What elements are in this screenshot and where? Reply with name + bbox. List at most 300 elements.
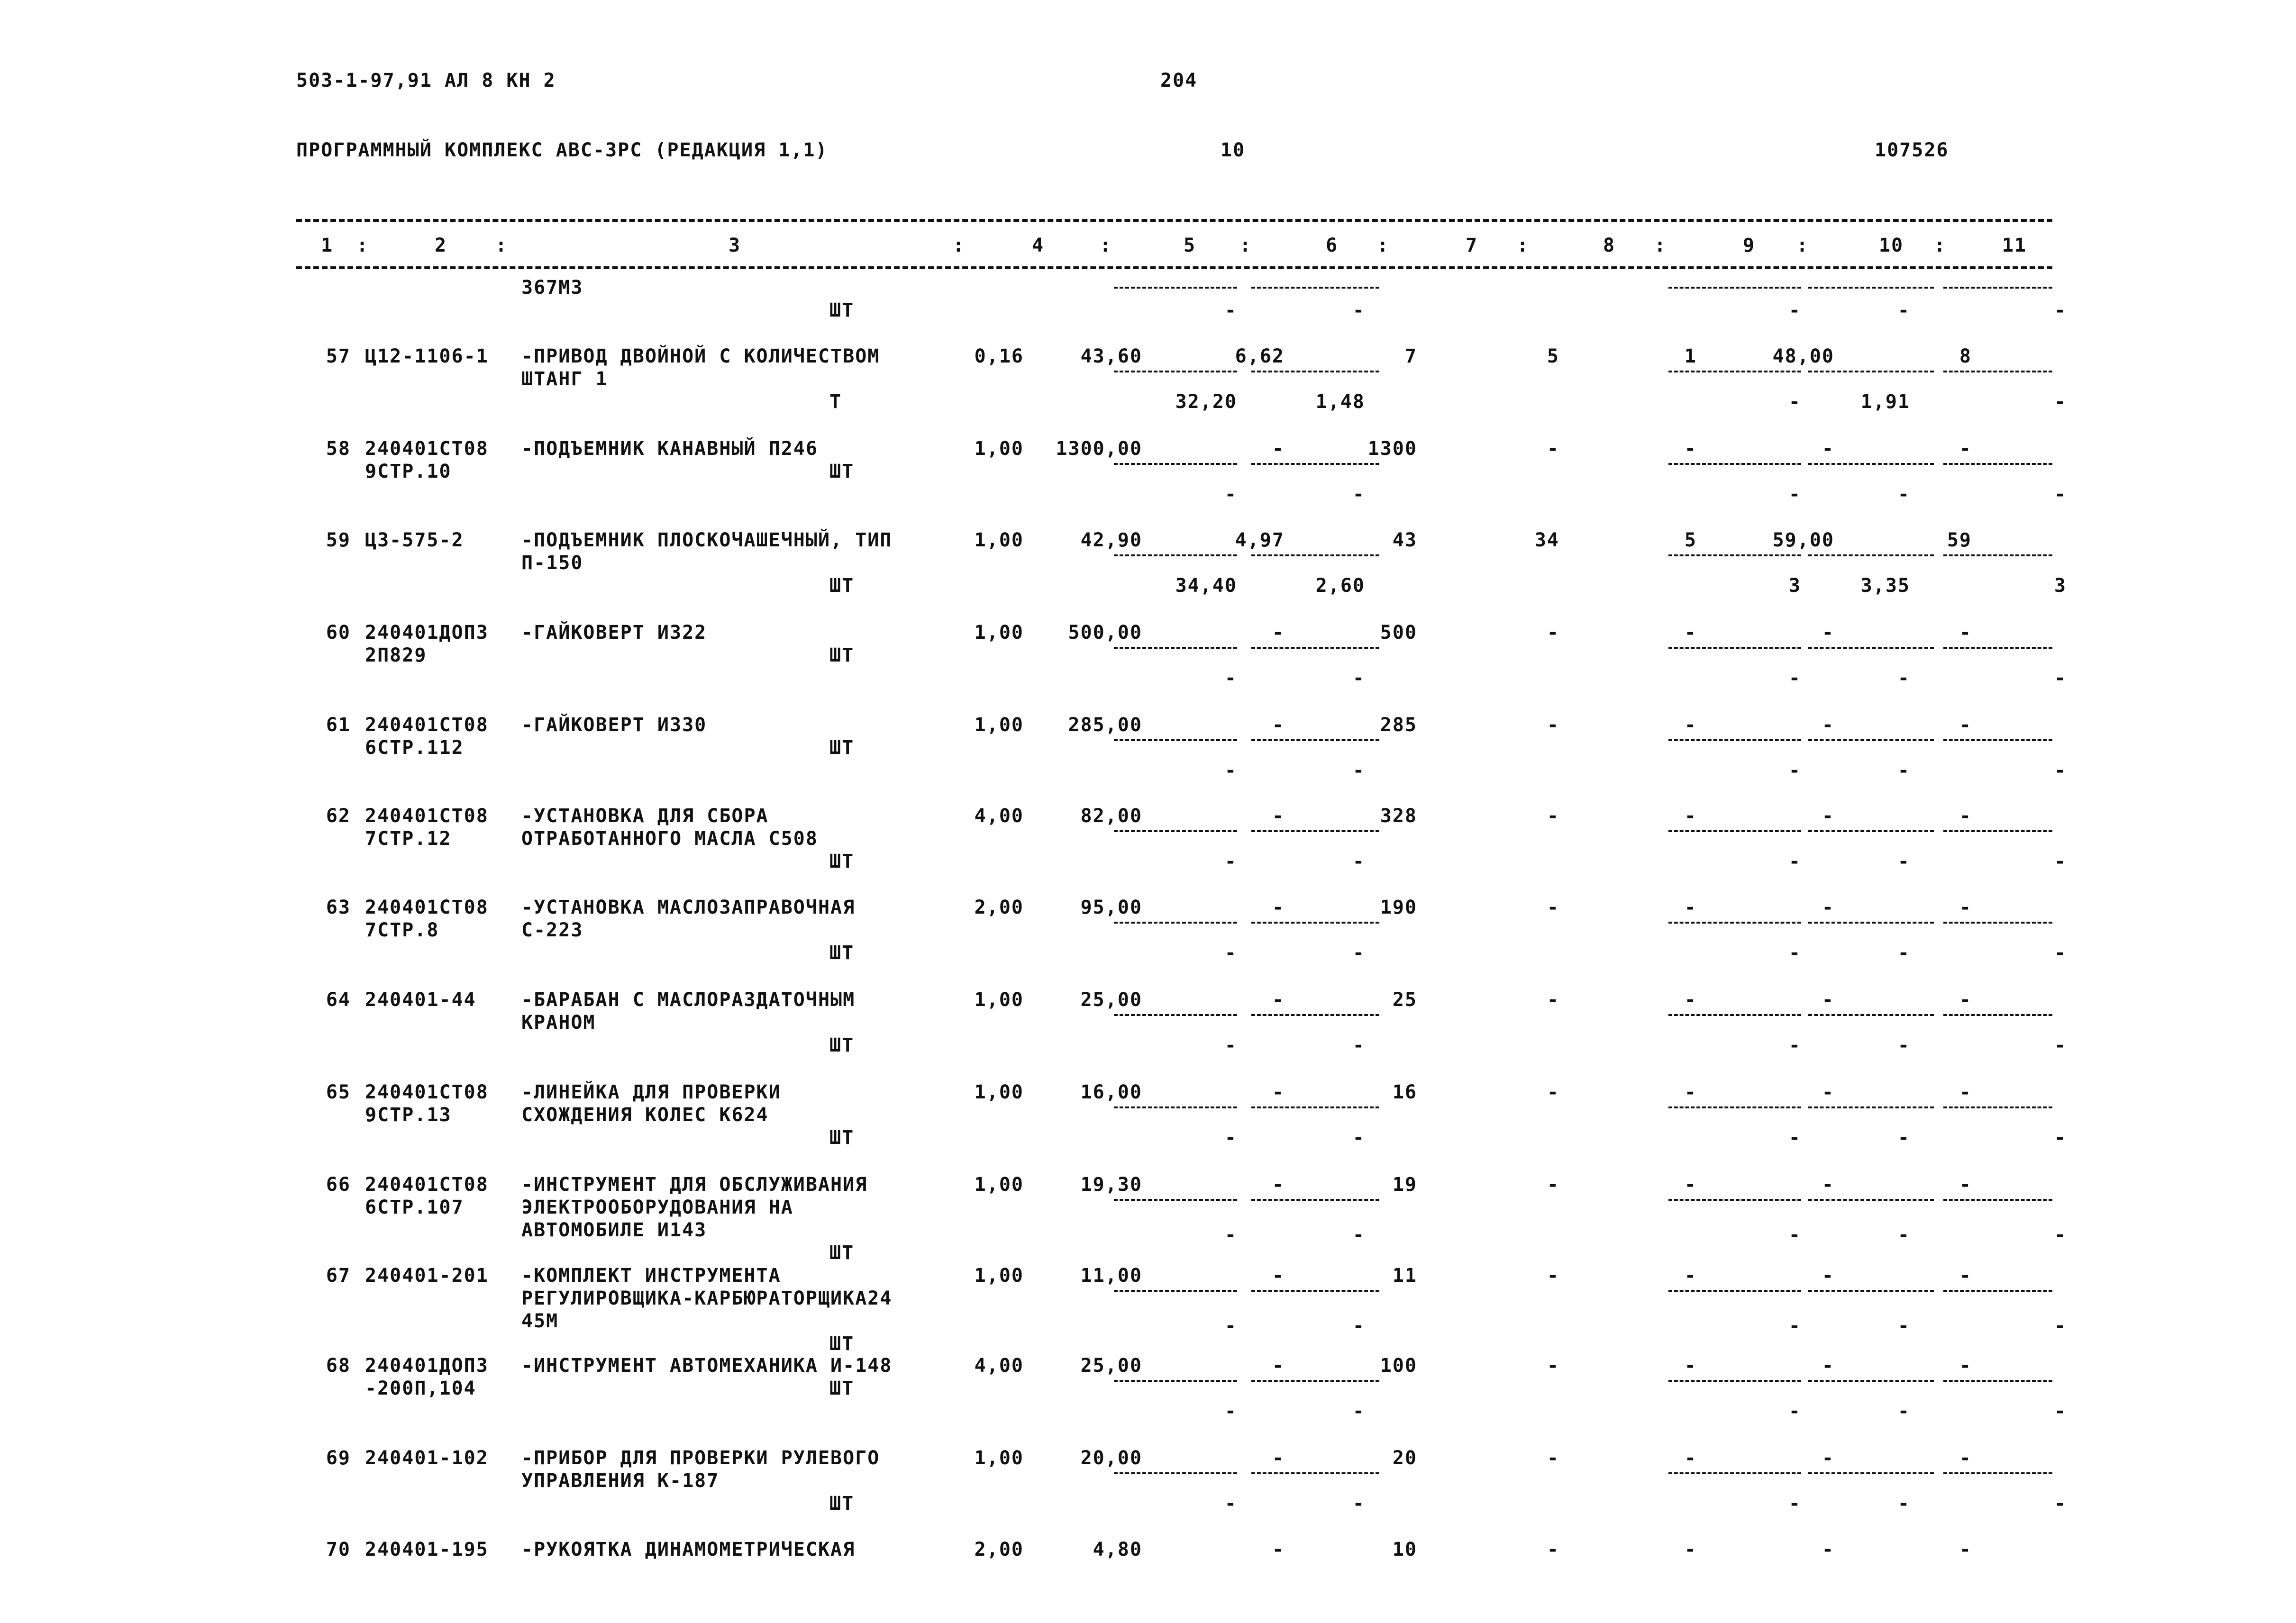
- subvalue-s5: -: [1224, 1493, 1237, 1514]
- subtotal-rule: [1808, 1106, 1934, 1108]
- item-name-line: ШТАНГ 1: [521, 368, 608, 390]
- item-name-line: -РУКОЯТКА ДИНАМОМЕТРИЧЕСКАЯ: [521, 1539, 856, 1560]
- subvalue-s5: 34,40: [1175, 575, 1237, 597]
- column-separator: :: [1654, 235, 1667, 256]
- item-name-line: -ПРИВОД ДВОЙНОЙ С КОЛИЧЕСТВОМ: [521, 345, 880, 367]
- subvalue-s6: -: [1352, 483, 1365, 505]
- position-code: 240401СТ08: [365, 897, 489, 918]
- subtotal-rule: [1114, 371, 1237, 372]
- item-name-line: С-223: [521, 919, 583, 941]
- position-code: 240401СТ08: [365, 1174, 489, 1196]
- value-col-c5: 285,00: [1068, 714, 1142, 736]
- subvalue-s5: -: [1224, 1034, 1237, 1056]
- value-col-c9: -: [1684, 1355, 1697, 1377]
- value-col-qty: 0,16: [974, 345, 1024, 367]
- column-header-8: 8: [1603, 235, 1616, 256]
- subvalue-s10: -: [1897, 1315, 1910, 1337]
- subvalue-s10: -: [1897, 1127, 1910, 1149]
- subvalue-s6: -: [1352, 667, 1365, 689]
- value-col-c10: -: [1822, 1539, 1834, 1560]
- subvalue-s6: -: [1352, 1400, 1365, 1422]
- subvalue-s10: -: [1897, 299, 1910, 321]
- item-name-line: -ГАЙКОВЕРТ И330: [521, 714, 707, 736]
- value-col-c7: 16: [1392, 1081, 1417, 1103]
- value-col-c6: -: [1272, 805, 1285, 827]
- document-id: 107526: [1875, 139, 1949, 161]
- column-separator: :: [1796, 235, 1809, 256]
- value-col-qty: 1,00: [974, 622, 1024, 644]
- value-col-qty: 2,00: [974, 897, 1024, 918]
- value-col-qty: 4,00: [974, 1355, 1024, 1377]
- value-col-c9: 1: [1684, 345, 1697, 367]
- subtotal-rule: [1668, 1014, 1801, 1016]
- subtotal-rule: [1808, 739, 1934, 741]
- position-code: 240401СТ08: [365, 1081, 489, 1103]
- unit-of-measure: ШТ: [829, 644, 855, 666]
- value-col-c9: -: [1684, 1265, 1697, 1287]
- position-code: 240401СТ08: [365, 438, 489, 460]
- subtotal-rule: [1251, 647, 1379, 649]
- value-col-c9: -: [1684, 1081, 1697, 1103]
- subvalue-s11: -: [2054, 1315, 2067, 1337]
- column-header-4: 4: [1031, 235, 1045, 256]
- item-name-line: -ПОДЪЕМНИК ПЛОСКОЧАШЕЧНЫЙ, ТИП: [521, 529, 893, 551]
- value-col-c7: 25: [1392, 989, 1417, 1011]
- value-col-c10: -: [1822, 622, 1834, 644]
- column-header-10: 10: [1878, 235, 1904, 256]
- subtotal-rule: [1114, 739, 1237, 741]
- position-code: 240401-201: [365, 1265, 489, 1287]
- row-number: 62: [326, 805, 351, 827]
- position-code-ref: 7СТР.12: [365, 828, 452, 850]
- subvalue-s10: 1,91: [1860, 391, 1910, 413]
- value-col-c9: -: [1684, 714, 1697, 736]
- value-col-c6: 4,97: [1235, 529, 1285, 551]
- value-col-c9: -: [1684, 622, 1697, 644]
- subvalue-s5: -: [1224, 299, 1237, 321]
- subvalue-s5: -: [1224, 1400, 1237, 1422]
- value-col-c10: -: [1822, 805, 1834, 827]
- subvalue-s11: -: [2054, 483, 2067, 505]
- value-col-c10: -: [1822, 897, 1834, 918]
- value-col-c6: -: [1272, 1355, 1285, 1377]
- item-name-line: -ПРИБОР ДЛЯ ПРОВЕРКИ РУЛЕВОГО: [521, 1447, 880, 1469]
- value-col-c11: -: [1959, 897, 1972, 918]
- value-col-c6: -: [1272, 1081, 1285, 1103]
- value-col-c9: -: [1684, 989, 1697, 1011]
- position-code: 240401-102: [365, 1447, 489, 1469]
- subtotal-rule: [1808, 830, 1934, 832]
- item-name-line: -УСТАНОВКА МАСЛОЗАПРАВОЧНАЯ: [521, 897, 856, 918]
- item-name-line: -ЛИНЕЙКА ДЛЯ ПРОВЕРКИ: [521, 1081, 781, 1103]
- column-separator: :: [1517, 235, 1530, 256]
- value-col-c8: -: [1547, 1539, 1559, 1560]
- subvalue-s9: -: [1788, 760, 1801, 781]
- value-col-c11: -: [1959, 1265, 1972, 1287]
- unit-of-measure: ШТ: [829, 737, 855, 759]
- subtotal-rule: [1668, 1380, 1801, 1382]
- subtotal-rule: [1943, 1290, 2052, 1292]
- subtotal-rule: [1251, 1106, 1379, 1108]
- subvalue-s11: -: [2054, 760, 2067, 781]
- subtotal-rule: [1943, 554, 2052, 556]
- value-col-c7: 11: [1392, 1265, 1417, 1287]
- position-code: 240401СТ08: [365, 714, 489, 736]
- subtotal-rule: [1114, 463, 1237, 465]
- subtotal-rule: [1251, 1290, 1379, 1292]
- item-name-line: -ИНСТРУМЕНТ АВТОМЕХАНИКА И-148: [521, 1355, 893, 1377]
- subvalue-s9: -: [1788, 1034, 1801, 1056]
- subtotal-rule: [1808, 371, 1934, 372]
- column-header-5: 5: [1183, 235, 1196, 256]
- item-name-line: -ГАЙКОВЕРТ И322: [521, 622, 707, 644]
- value-col-qty: 1,00: [974, 529, 1024, 551]
- value-col-c7: 19: [1392, 1174, 1417, 1196]
- item-name-line: СХОЖДЕНИЯ КОЛЕС К624: [521, 1104, 769, 1126]
- value-col-c5: 20,00: [1080, 1447, 1142, 1469]
- value-col-c9: -: [1684, 1539, 1697, 1560]
- subtotal-rule: [1943, 1106, 2052, 1108]
- column-separator: :: [1239, 235, 1252, 256]
- position-code: 240401ДОП3: [365, 1355, 489, 1377]
- subvalue-s5: -: [1224, 1127, 1237, 1149]
- value-col-c8: -: [1547, 1447, 1559, 1469]
- row-number: 69: [326, 1447, 351, 1469]
- value-col-c7: 10: [1392, 1539, 1417, 1560]
- subtotal-rule: [1808, 1472, 1934, 1474]
- value-col-c5: 500,00: [1068, 622, 1142, 644]
- subtotal-rule: [1668, 554, 1801, 556]
- column-separator: :: [495, 235, 508, 256]
- value-col-c8: -: [1547, 805, 1559, 827]
- subtotal-rule: [1114, 1472, 1237, 1474]
- value-col-c8: -: [1547, 714, 1559, 736]
- subtotal-rule: [1251, 554, 1379, 556]
- value-col-qty: 1,00: [974, 714, 1024, 736]
- column-header-6: 6: [1325, 235, 1339, 256]
- value-col-c5: 82,00: [1080, 805, 1142, 827]
- value-col-c5: 95,00: [1080, 897, 1142, 918]
- row-number: 65: [326, 1081, 351, 1103]
- subvalue-s9: -: [1788, 1315, 1801, 1337]
- subtotal-rule: [1114, 287, 1237, 289]
- item-name-line: -УСТАНОВКА ДЛЯ СБОРА: [521, 805, 769, 827]
- subvalue-s10: -: [1897, 942, 1910, 964]
- subvalue-s9: -: [1788, 391, 1801, 413]
- subvalue-s10: -: [1897, 851, 1910, 872]
- row-number: 63: [326, 897, 351, 918]
- subtotal-rule: [1808, 647, 1934, 649]
- position-code-ref: -200П,104: [365, 1378, 476, 1399]
- subtotal-rule: [1808, 1014, 1934, 1016]
- value-col-c11: -: [1959, 1447, 1972, 1469]
- row-number: 58: [326, 438, 351, 460]
- value-col-c8: -: [1547, 1265, 1559, 1287]
- subvalue-s6: -: [1352, 1224, 1365, 1246]
- value-col-c5: 16,00: [1080, 1081, 1142, 1103]
- subtotal-rule: [1114, 554, 1237, 556]
- value-col-c7: 190: [1380, 897, 1417, 918]
- value-col-c8: -: [1547, 1355, 1559, 1377]
- subtotal-rule: [1943, 830, 2052, 832]
- value-col-c9: 5: [1684, 529, 1697, 551]
- subvalue-s6: -: [1352, 942, 1365, 964]
- subvalue-s10: -: [1897, 1493, 1910, 1514]
- value-col-c10: -: [1822, 1355, 1834, 1377]
- value-col-c10: -: [1822, 1265, 1834, 1287]
- value-col-c5: 1300,00: [1056, 438, 1142, 460]
- subtotal-rule: [1668, 1106, 1801, 1108]
- value-col-c10: -: [1822, 714, 1834, 736]
- unit-of-measure: ШТ: [829, 851, 855, 872]
- subvalue-s6: 2,60: [1315, 575, 1365, 597]
- position-code-ref: 2П829: [365, 644, 427, 666]
- document-code: 503-1-97,91 АЛ 8 КН 2: [296, 70, 556, 91]
- subtotal-rule: [1943, 739, 2052, 741]
- position-code-ref: 9СТР.13: [365, 1104, 452, 1126]
- position-code-ref: 9СТР.10: [365, 461, 452, 482]
- unit-of-measure: ШТ: [829, 1034, 855, 1056]
- value-col-c10: 59,00: [1772, 529, 1834, 551]
- subvalue-s5: -: [1224, 942, 1237, 964]
- column-separator: :: [1934, 235, 1947, 256]
- subtotal-rule: [1114, 1014, 1237, 1016]
- value-col-c8: -: [1547, 897, 1559, 918]
- subvalue-s9: -: [1788, 1400, 1801, 1422]
- value-col-c5: 25,00: [1080, 1355, 1142, 1377]
- value-col-c6: 6,62: [1235, 345, 1285, 367]
- program-title: ПРОГРАММНЫЙ КОМПЛЕКС АВС-3РС (РЕДАКЦИЯ 1,1): [296, 139, 828, 161]
- unit-of-measure: ШТ: [829, 575, 855, 597]
- column-header-11: 11: [2002, 235, 2027, 256]
- value-col-c6: -: [1272, 714, 1285, 736]
- position-code: Ц12-1106-1: [365, 345, 489, 367]
- subvalue-s5: -: [1224, 851, 1237, 872]
- subtotal-rule: [1808, 1199, 1934, 1201]
- item-name-line: ЭЛЕКТРООБОРУДОВАНИЯ НА: [521, 1197, 793, 1218]
- position-code: 240401ДОП3: [365, 622, 489, 644]
- unit-of-measure: ШТ: [829, 1493, 855, 1514]
- item-name-line: 367М3: [521, 277, 583, 299]
- value-col-c10: -: [1822, 438, 1834, 460]
- value-col-qty: 1,00: [974, 1081, 1024, 1103]
- value-col-c11: -: [1959, 1081, 1972, 1103]
- subvalue-s10: -: [1897, 667, 1910, 689]
- subvalue-s6: -: [1352, 760, 1365, 781]
- position-code-ref: 6СТР.107: [365, 1197, 464, 1218]
- subtotal-rule: [1668, 922, 1801, 924]
- position-code-ref: 6СТР.112: [365, 737, 464, 759]
- subtotal-rule: [1251, 371, 1379, 372]
- row-number: 59: [326, 529, 351, 551]
- subvalue-s11: -: [2054, 1493, 2067, 1514]
- value-col-c5: 25,00: [1080, 989, 1142, 1011]
- value-col-qty: 1,00: [974, 438, 1024, 460]
- value-col-c7: 500: [1380, 622, 1417, 644]
- subvalue-s9: -: [1788, 851, 1801, 872]
- subtotal-rule: [1114, 922, 1237, 924]
- subtotal-rule: [1943, 1380, 2052, 1382]
- subvalue-s5: -: [1224, 1224, 1237, 1246]
- subvalue-s6: -: [1352, 299, 1365, 321]
- value-col-c11: -: [1959, 714, 1972, 736]
- subvalue-s5: 32,20: [1175, 391, 1237, 413]
- value-col-c7: 285: [1380, 714, 1417, 736]
- value-col-c7: 7: [1404, 345, 1417, 367]
- subtotal-rule: [1251, 1380, 1379, 1382]
- subtotal-rule: [1251, 287, 1379, 289]
- subtotal-rule: [1943, 463, 2052, 465]
- position-code: 240401-44: [365, 989, 476, 1011]
- column-header-9: 9: [1742, 235, 1756, 256]
- value-col-qty: 1,00: [974, 1447, 1024, 1469]
- subtotal-rule: [1943, 287, 2052, 289]
- value-col-c11: 8: [1959, 345, 1972, 367]
- value-col-c8: 5: [1547, 345, 1559, 367]
- value-col-c7: 1300: [1367, 438, 1417, 460]
- subtotal-rule: [1668, 1199, 1801, 1201]
- unit-of-measure: ШТ: [829, 1378, 855, 1399]
- value-col-c6: -: [1272, 1539, 1285, 1560]
- subvalue-s9: -: [1788, 299, 1801, 321]
- item-name-line: АВТОМОБИЛЕ И143: [521, 1219, 707, 1241]
- column-separator: :: [1100, 235, 1112, 256]
- value-col-c11: -: [1959, 622, 1972, 644]
- subvalue-s9: -: [1788, 483, 1801, 505]
- position-code: Ц3-575-2: [365, 529, 464, 551]
- subvalue-s11: 3: [2054, 575, 2067, 597]
- item-name-line: П-150: [521, 552, 583, 574]
- value-col-c6: -: [1272, 1174, 1285, 1196]
- unit-of-measure: ШТ: [829, 1127, 855, 1149]
- value-col-c7: 328: [1380, 805, 1417, 827]
- unit-of-measure: ШТ: [829, 461, 855, 482]
- column-header-1: 1: [320, 235, 334, 256]
- subtotal-rule: [1251, 1472, 1379, 1474]
- unit-of-measure: ШТ: [829, 1242, 855, 1264]
- value-col-c11: -: [1959, 1174, 1972, 1196]
- subtotal-rule: [1943, 1014, 2052, 1016]
- subtotal-rule: [1668, 830, 1801, 832]
- subtotal-rule: [1808, 287, 1934, 289]
- subtotal-rule: [1943, 1472, 2052, 1474]
- value-col-c11: -: [1959, 438, 1972, 460]
- subvalue-s11: -: [2054, 1127, 2067, 1149]
- row-number: 61: [326, 714, 351, 736]
- value-col-c9: -: [1684, 1447, 1697, 1469]
- subvalue-s6: -: [1352, 851, 1365, 872]
- item-name-line: РЕГУЛИРОВЩИКА-КАРБЮРАТОРЩИКА24: [521, 1288, 893, 1309]
- subtotal-rule: [1251, 830, 1379, 832]
- value-col-c9: -: [1684, 805, 1697, 827]
- subtotal-rule: [1943, 647, 2052, 649]
- subtotal-rule: [1943, 1199, 2052, 1201]
- subvalue-s9: -: [1788, 1224, 1801, 1246]
- value-col-c6: -: [1272, 622, 1285, 644]
- subtotal-rule: [1251, 463, 1379, 465]
- column-header-2: 2: [434, 235, 447, 256]
- value-col-c11: -: [1959, 989, 1972, 1011]
- value-col-c8: 34: [1534, 529, 1559, 551]
- item-name-line: ОТРАБОТАННОГО МАСЛА С508: [521, 828, 818, 850]
- subvalue-s5: -: [1224, 483, 1237, 505]
- row-number: 66: [326, 1174, 351, 1196]
- subtotal-rule: [1114, 1106, 1237, 1108]
- subtotal-rule: [1251, 739, 1379, 741]
- subtotal-rule: [1668, 371, 1801, 372]
- value-col-qty: 2,00: [974, 1539, 1024, 1560]
- subtotal-rule: [1114, 1199, 1237, 1201]
- subtotal-rule: [1668, 1290, 1801, 1292]
- value-col-c5: 42,90: [1080, 529, 1142, 551]
- row-number: 64: [326, 989, 351, 1011]
- value-col-c6: -: [1272, 1447, 1285, 1469]
- subvalue-s9: -: [1788, 667, 1801, 689]
- unit-of-measure: Т: [829, 391, 842, 413]
- value-col-c11: -: [1959, 1539, 1972, 1560]
- unit-of-measure: ШТ: [829, 942, 855, 964]
- value-col-qty: 1,00: [974, 1265, 1024, 1287]
- subvalue-s9: -: [1788, 1493, 1801, 1514]
- subvalue-s10: -: [1897, 1400, 1910, 1422]
- row-number: 70: [326, 1539, 351, 1560]
- value-col-c5: 19,30: [1080, 1174, 1142, 1196]
- value-col-c9: -: [1684, 1174, 1697, 1196]
- value-col-c11: -: [1959, 805, 1972, 827]
- value-col-c6: -: [1272, 897, 1285, 918]
- column-header-3: 3: [728, 235, 741, 256]
- item-name-line: -БАРАБАН С МАСЛОРАЗДАТОЧНЫМ: [521, 989, 856, 1011]
- position-code: 240401СТ08: [365, 805, 489, 827]
- subvalue-s9: -: [1788, 1127, 1801, 1149]
- subtotal-rule: [1943, 371, 2052, 372]
- subtotal-rule: [1251, 1014, 1379, 1016]
- value-col-c7: 43: [1392, 529, 1417, 551]
- subvalue-s10: -: [1897, 483, 1910, 505]
- subvalue-s10: -: [1897, 1224, 1910, 1246]
- subvalue-s10: 3,35: [1860, 575, 1910, 597]
- table-top-rule: [296, 219, 2052, 222]
- table-header-rule: [296, 266, 2052, 269]
- row-number: 67: [326, 1265, 351, 1287]
- subtotal-rule: [1114, 1290, 1237, 1292]
- value-col-c10: 48,00: [1772, 345, 1834, 367]
- subvalue-s6: -: [1352, 1127, 1365, 1149]
- subvalue-s9: 3: [1788, 575, 1801, 597]
- value-col-c11: 59: [1947, 529, 1972, 551]
- subtotal-rule: [1668, 1472, 1801, 1474]
- subtotal-rule: [1808, 1380, 1934, 1382]
- item-name-line: 45М: [521, 1310, 559, 1332]
- subtotal-rule: [1808, 1290, 1934, 1292]
- subtotal-rule: [1114, 830, 1237, 832]
- item-name-line: -ИНСТРУМЕНТ ДЛЯ ОБСЛУЖИВАНИЯ: [521, 1174, 868, 1196]
- position-code: 240401-195: [365, 1539, 489, 1560]
- value-col-c8: -: [1547, 622, 1559, 644]
- subtotal-rule: [1668, 647, 1801, 649]
- subvalue-s5: -: [1224, 760, 1237, 781]
- sheet-number: 10: [1221, 139, 1246, 161]
- unit-of-measure: ШТ: [829, 299, 855, 321]
- subvalue-s11: -: [2054, 1034, 2067, 1056]
- subvalue-s11: -: [2054, 851, 2067, 872]
- item-name-line: КРАНОМ: [521, 1012, 596, 1034]
- subvalue-s11: -: [2054, 942, 2067, 964]
- value-col-c7: 20: [1392, 1447, 1417, 1469]
- column-header-7: 7: [1465, 235, 1478, 256]
- subvalue-s11: -: [2054, 391, 2067, 413]
- value-col-c6: -: [1272, 989, 1285, 1011]
